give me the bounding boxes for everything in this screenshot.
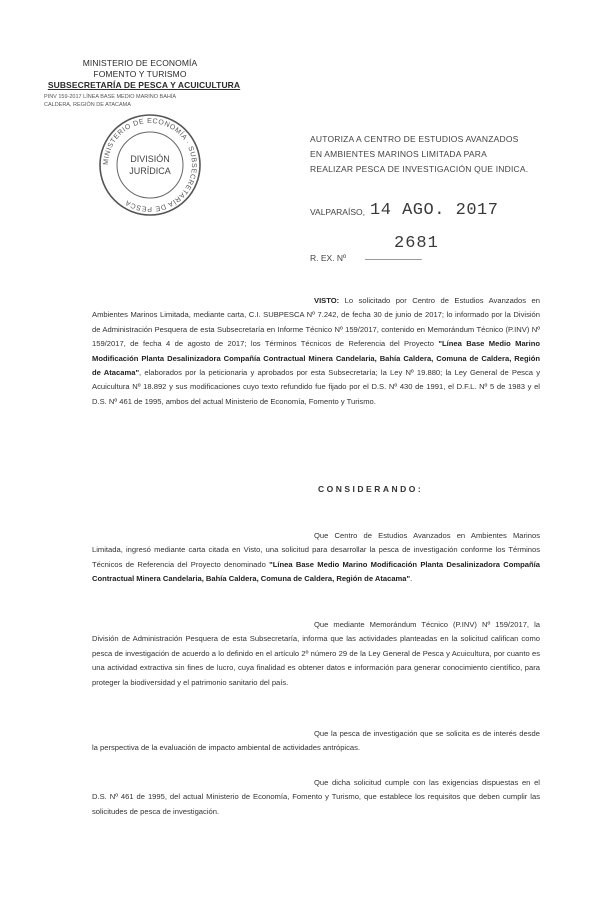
p4-text: Que dicha solicitud cumple con las exigencias dispuestas en el D.S. Nº 461 de 1995, del actual Ministerio de Economía, Fomento y Turismo, que establece los requisitos que deben cumplir las solicitudes de pesca de investigación. [92, 778, 540, 816]
division-juridica-stamp [95, 110, 205, 220]
p3-text: Que la pesca de investigación que se solicita es de interés desde la perspectiva de la evaluación de impacto ambiental de actividades antrópicas. [92, 729, 540, 753]
p1-text: Que Centro de Estudios Avanzados en Ambientes Marinos Limitada, ingresó mediante carta citada en Visto, una solicitud para desarrollar la pesca de investigación conforme los Términos Técnicos de Referencia del Proyecto denominado [92, 531, 540, 569]
reference-line-2: CALDERA, REGIÓN DE ATACAMA [44, 102, 131, 108]
title-line-2: EN AMBIENTES MARINOS LIMITADA PARA [310, 149, 487, 159]
date-place: VALPARAÍSO, [310, 207, 365, 217]
title-line-1: AUTORIZA A CENTRO DE ESTUDIOS AVANZADOS [310, 134, 519, 144]
stamp-center-line-1: DIVISIÓN [130, 154, 170, 164]
stamp-center-line-2: JURÍDICA [129, 166, 171, 176]
resolution-blank: ____________ [365, 250, 422, 260]
considerando-paragraph-1 [92, 529, 540, 587]
stamp-ring-text: MINISTERIO DE ECONOMÍA · SUBSECRETARÍA DE PESCA [102, 117, 198, 213]
visto-paragraph [92, 294, 540, 409]
p1-project-name: "Línea Base Medio Marino Modificación Planta Desalinizadora Compañía Contractual Minera Candelaria, Bahía Caldera, Comuna de Caldera, Región de Atacama" [92, 559, 540, 584]
visto-label: VISTO: [314, 296, 340, 305]
ministry-line-1: MINISTERIO DE ECONOMÍA [82, 58, 198, 68]
reference-line-1: PINV 159-2017 LÍNEA BASE MEDIO MARINO BAHÍA [44, 94, 177, 100]
subsecretaria-line: SUBSECRETARÍA DE PESCA Y ACUICULTURA [47, 80, 241, 90]
title-line-3: REALIZAR PESCA DE INVESTIGACIÓN QUE INDICA. [310, 164, 529, 174]
p1-end: . [410, 574, 413, 584]
resolution-number: 2681 [394, 234, 439, 253]
considerando-heading: CONSIDERANDO: [318, 484, 424, 494]
p2-text: Que mediante Memorándum Técnico (P.INV) Nº 159/2017, la División de Administración Pesquera de esta Subsecretaría, informa que las actividades planteadas en la solicitud califican como pesca de investigación de acuerdo a lo definido en el artículo 2º número 29 de la Ley General de Pesca y Acuicultura, por cuanto es una actividad extractiva sin fines de lucro, cuya finalidad es obtener datos e información para generar conocimiento científico, para proteger la biodiversidad y el patrimonio sanitario del país. [92, 620, 540, 687]
considerando-paragraph-3 [92, 727, 540, 756]
visto-text-1: Lo solicitado por Centro de Estudios Avanzados en Ambientes Marinos Limitada, mediante carta, C.I. SUBPESCA Nº 7.242, de fecha 30 de junio de 2017; lo informado por la División de Administración Pesquera de esta Subsecretaría en Informe Técnico Nº 159/2017, contenido en Memorándum Técnico (P.INV) Nº 159/2017, de fecha 4 de agosto de 2017; los Términos Técnicos de Referencia del Proyecto [92, 296, 540, 349]
stamp-seal-icon [95, 110, 205, 220]
visto-text-2: , elaborados por la peticionaria y aprobados por esta Subsecretaría; la Ley Nº 19.880; la Ley General de Pesca y Acuicultura Nº 18.892 y sus modificaciones cuyo texto refundido fue fijado por el D.S. Nº 430 de 1991, el D.F.L. Nº 5 de 1983 y el D.S. Nº 461 de 1995, ambos del actual Ministerio de Economía, Fomento y Turismo. [92, 368, 540, 406]
considerando-paragraph-2 [92, 618, 540, 690]
resolution-label: R. EX. Nº [310, 253, 347, 263]
visto-project-name: "Línea Base Medio Marino Modificación Planta Desalinizadora Compañía Contractual Minera Candelaria, Bahía Caldera, Comuna de Caldera, Región de Atacama" [92, 339, 541, 378]
ministry-line-2: FOMENTO Y TURISMO [93, 69, 187, 79]
considerando-paragraph-4 [92, 776, 540, 819]
date-stamp: 14 AGO. 2017 [370, 201, 499, 220]
